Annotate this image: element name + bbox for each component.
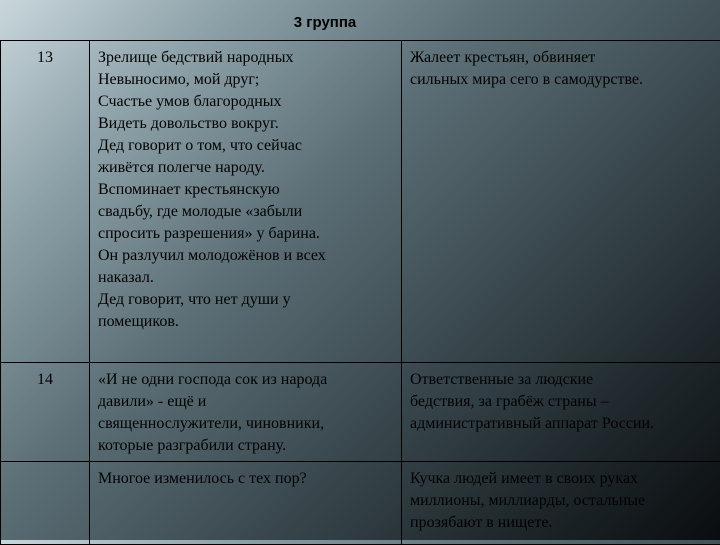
quote-line: священнослужители, чиновники, — [98, 413, 393, 435]
quote-line: «И не одни господа сок из народа — [98, 369, 393, 391]
quote-line: Невыносимо, мой друг; — [98, 69, 393, 91]
comment-line: Кучка людей имеет в своих руках — [410, 468, 712, 490]
quote-line: живётся полегче народу. — [98, 157, 393, 179]
comment-line: Ответственные за людские — [410, 369, 712, 391]
quote-line: Он разлучил молодожёнов и всех — [98, 245, 393, 267]
comment-line: административный аппарат России. — [410, 413, 712, 435]
quote-line: помещиков. — [98, 311, 393, 333]
quote-line: которые разграбили страну. — [98, 435, 393, 457]
quote-cell — [90, 462, 402, 545]
comment-line: сильных мира сего в самодурстве. — [410, 69, 712, 91]
quote-line: давили» - ещё и — [98, 391, 393, 413]
quote-line: свадьбу, где молодые «забыли — [98, 201, 393, 223]
comment-cell — [402, 41, 720, 363]
quote-line: Вспоминает крестьянскую — [98, 179, 393, 201]
row-number: 13 — [1, 41, 90, 363]
quote-line: Дед говорит, что нет души у — [98, 289, 393, 311]
quote-line: спросить разрешения» у барина. — [98, 223, 393, 245]
comment-line: бедствия, за грабёж страны – — [410, 391, 712, 413]
row-number — [1, 462, 90, 545]
comment-line: миллионы, миллиарды, остальные — [410, 490, 712, 512]
comment-cell — [402, 462, 720, 545]
page-title: 3 группа — [0, 14, 650, 31]
table-row — [1, 41, 720, 363]
comment-cell — [402, 363, 720, 462]
quote-cell — [90, 41, 402, 363]
row-number: 14 — [1, 363, 90, 462]
comment-line: Жалеет крестьян, обвиняет — [410, 47, 712, 69]
comment-line: прозябают в нищете. — [410, 512, 712, 534]
table-row — [1, 363, 720, 462]
quote-line: наказал. — [98, 267, 393, 289]
analysis-table — [0, 40, 720, 545]
table-row — [1, 462, 720, 545]
quote-line: Видеть довольство вокруг. — [98, 113, 393, 135]
quote-line: Зрелище бедствий народных — [98, 47, 393, 69]
quote-line: Счастье умов благородных — [98, 91, 393, 113]
quote-cell — [90, 363, 402, 462]
quote-line: Дед говорит о том, что сейчас — [98, 135, 393, 157]
quote-line: Многое изменилось с тех пор? — [98, 468, 393, 490]
